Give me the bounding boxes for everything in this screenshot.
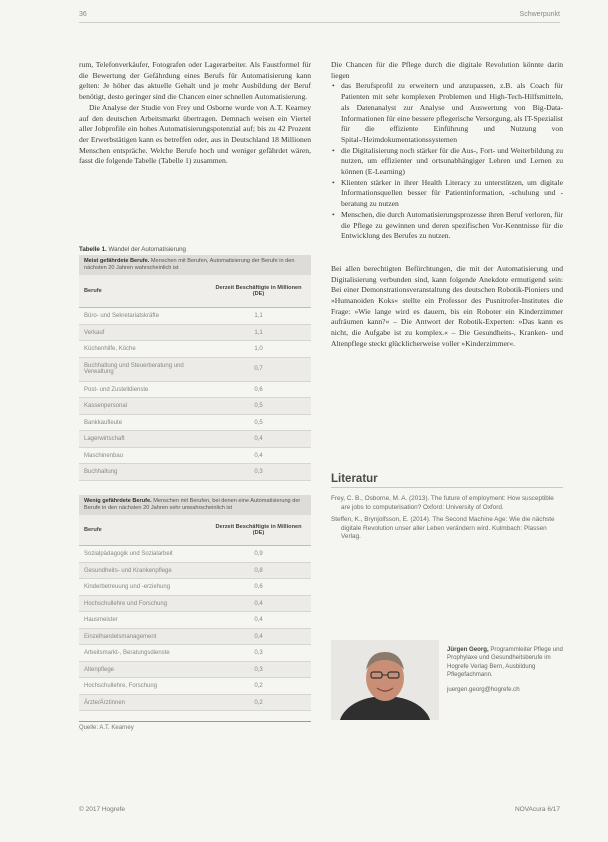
table-row [79,398,311,415]
table-cell-value: 0,4 [254,633,263,640]
column-header-employees: Derzeit Beschäftigte in Millionen (DE) [215,284,302,298]
table-row [79,596,311,613]
column-header-jobs: Berufe [84,288,102,295]
table-caption [79,246,311,253]
running-header: Schwerpunkt [519,11,560,18]
author-photo [331,640,439,720]
table-row [79,645,311,662]
paragraph: Bei allen berechtigten Befürchtungen, die mit der Automatisierung und Digitalisierung verbunden sind, kann folgende Anekdote ermutigend sein: Bei einer Demonstrationsveranstaltung des deutschen Robotik-Pioniers und »Humanoiden Koks« stellte ein Professor des Pusnitrofer-Institutes die Frage: »Wie lange wird es dauern, bis ein Roboter ein Kinderzimmer aufräumen kann?« – Die Antwort der Robotik-Experten: »Das kann es nicht, die Aufgabe ist zu komplex.« – Die Gesundheits-, Kranken- und Altenpflege steckt glücklicherweise voller »Kinderzimmer«. [331,263,563,348]
table-cell-value: 0,5 [254,419,263,426]
table-section-title: Wenig gefährdete Berufe. [84,498,152,504]
table-cell-value: 1,1 [254,329,263,336]
table-low-risk [79,495,311,711]
table-cell-value: 0,7 [254,366,263,373]
table-cell-value: 0,5 [254,403,263,410]
table-cell-job: Arbeitsmarkt-, Beratungsdienste [84,650,170,657]
table-cell-job: Verkauf [84,329,105,336]
table-row [79,464,311,481]
table-row [79,546,311,563]
author-email[interactable]: juergen.georg@hogrefe.ch [447,685,520,693]
table-cell-value: 0,6 [254,386,263,393]
table-row [79,308,311,325]
table-row [79,678,311,695]
list-item: • Klienten stärker in ihrer Health Literacy zu unterstützen, um digitale Informationsquellen besser für Patientinformation, -schulung und -beratung zu nutzen [341,178,563,210]
table-cell-job: Maschinenbau [84,452,124,459]
table-cell-job: Ärzte/Ärztinnen [84,699,126,706]
bullet-list [331,81,563,242]
table-cell-job: Post- und Zustelldienste [84,386,149,393]
table-cell-job: Kinderbetreuung und -erziehung [84,584,171,591]
paragraph: Die Chancen für die Pflege durch die digitale Revolution könnte darin liegen [331,60,563,80]
table-caption-label: Tabelle 1. [79,246,107,253]
list-item: • das Berufsprofil zu erweitern und anzupassen, z.B. als Coach für Patienten mit sehr komplexen Problemen und High-Tech-Hilfsmitteln, als Datenanalyst zur Analyse und Auswertung von Big-Data-Informationen für eine bessere pflegerische Versorgung, als IT-Spezialist für die effiziente Einführung und Nutzung von Spital-/Heimdokumentationssystemen [341,81,563,145]
table-cell-job: Hochschullehre, Forschung [84,683,158,690]
paragraph: rum, Telefonverkäufer, Fotografen oder Lagerarbeiter. Als Faustformel für die Bewertung der Gefährdung eines Berufs für Automatisierung kann gelten: Je höher das aktuelle Gehalt und je mehr Ausbildung der Beruf benötigt, desto geringer sind die Chancen einer schnellen Automatisierung. [79,60,311,102]
reference: Steffen, K., Brynjolfsson, E. (2014). The Second Machine Age: Wie die nächste digitale Revolution unser aller Leben verändern wird. Kulmbach: Plassen Verlag. [331,516,555,541]
left-column-text [79,60,311,167]
table-cell-value: 0,8 [254,567,263,574]
table-cell-job: Buchhaltung und Steuerberatung und Verwaltung [84,363,184,376]
reference: Frey, C. B., Osborne, M. A. (2013). The future of employment: How susceptible are jobs to computerisation? Oxford: University of Oxford. [331,495,554,511]
table-row [79,341,311,358]
table-row [79,431,311,448]
table-source: Quelle: A.T. Kearney [79,725,134,731]
table-header-row [79,275,311,308]
author-portrait-icon [331,640,439,720]
table-section-title: Meist gefährdete Berufe. [84,258,150,264]
table-cell-value: 0,2 [254,699,263,706]
table-high-risk [79,255,311,481]
right-column-text [331,60,563,350]
table-cell-value: 0,3 [254,666,263,673]
list-item: • Menschen, die durch Automatisierungsprozesse ihren Beruf verloren, für die Pflege zu gewinnen und deren spezifischen Vor-Kenntnisse für die Entwicklung des Berufes zu nutzen. [341,210,563,242]
table-row [79,612,311,629]
table-header-row [79,515,311,546]
literature-heading: Literatur [331,473,378,485]
table-cell-job: Buchhaltung [84,469,118,476]
list-item: • die Digitalisierung noch stärker für die Aus-, Fort- und Weiterbildung zu nutzen, um effizienter und ortsunabhängiger Lehren und Lernen zu können (E-Learning) [341,146,563,178]
table-cell-job: Einzelhandelsmanagement [84,633,157,640]
table-cell-job: Gesundheits- und Krankenpflege [84,567,172,574]
table-row [79,358,311,382]
table-row [79,415,311,432]
table-cell-job: Kassenpersonal [84,403,128,410]
table-row [79,382,311,399]
table-cell-job: Lagerwirtschaft [84,436,125,443]
paragraph: Die Analyse der Studie von Frey und Osborne wurde von A.T. Kearney auf den deutschen Arbeitsmarkt übertragen. Demnach weisen ein Viertel aller Jobprofile ein hohes Automatisierungspotenzial auf; bis zu 42 Prozent der Erwerbstätigen kann es betreffen oder, aus in Deutschland 18 Millionen Menschen entspräche. Welche Berufe hoch und weniger gefährdet wären, fasst die folgende Tabelle (Tabelle 1) zusammen. [79,102,311,166]
table-cell-value: 0,2 [254,683,263,690]
table-cell-job: Sozialpädagogik und Sozialarbeit [84,551,173,558]
author-bio [447,646,565,694]
page-number: 36 [79,11,87,18]
table-row [79,579,311,596]
table-cell-value: 1,0 [254,346,263,353]
table-section-description: Meist gefährdete Berufe. Menschen mit Berufen, Automatisierung der Berufe in den nächsten 20 Jahren wahrscheinlich ist [79,255,311,275]
column-header-jobs: Berufe [84,527,102,534]
table-cell-value: 1,1 [254,313,263,320]
table-caption-text: Wandel der Automatisierung [108,246,186,253]
table-cell-value: 0,4 [254,600,263,607]
author-name: Jürgen Georg, [447,646,489,653]
table-row [79,695,311,712]
table-row [79,448,311,465]
table-cell-job: Bankkaufleute [84,419,123,426]
table-cell-value: 0,9 [254,551,263,558]
footer-issue: NOVAcura 6/17 [514,806,560,813]
table-cell-value: 0,3 [254,469,263,476]
table-cell-value: 0,3 [254,650,263,657]
literature-rule [331,487,563,488]
literature-list [331,495,563,546]
table-cell-job: Büro- und Sekretariatskräfte [84,313,160,320]
table-cell-job: Hochschullehre und Forschung [84,600,168,607]
table-row [79,662,311,679]
table-section-description: Wenig gefährdete Berufe. Menschen mit Berufen, bei denen eine Automatisierung der Berufe in den nächsten 20 Jahren sehr unwahrscheinlich ist [79,495,311,515]
table-row [79,563,311,580]
table-cell-job: Altenpflege [84,666,115,673]
table-cell-value: 0,4 [254,617,263,624]
table-cell-value: 0,4 [254,452,263,459]
table-cell-value: 0,4 [254,436,263,443]
table-cell-value: 0,6 [254,584,263,591]
table-row [79,629,311,646]
table-cell-job: Küchenhilfe, Köche [84,346,136,353]
footer-copyright: © 2017 Hogrefe [79,806,125,813]
column-header-employees: Derzeit Beschäftigte in Millionen (DE) [215,523,302,537]
author-description: Programmleiter Pflege und Prophylaxe und Gesundheitsberufe im Hogrefe Verlag Bern, Ausbildung Pflegefachmann. [447,646,563,679]
table-body [79,308,311,481]
table-row [79,325,311,342]
table-bottom-rule [79,721,311,722]
table-cell-job: Hausmeister [84,617,118,624]
table-body [79,546,311,711]
header-rule [79,22,560,23]
